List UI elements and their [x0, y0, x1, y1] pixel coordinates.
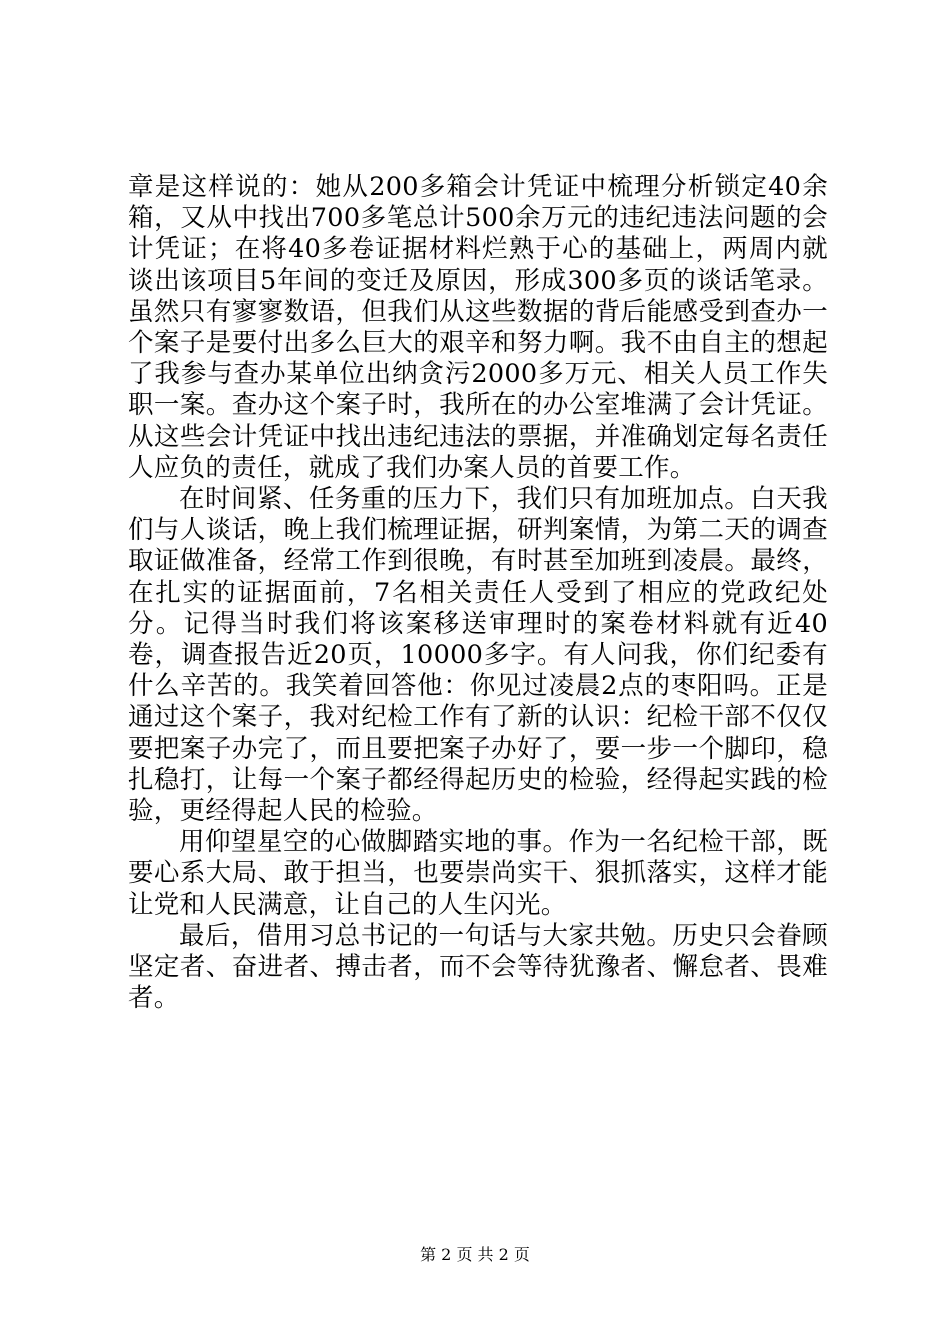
paragraph-3: 用仰望星空的心做脚踏实地的事。作为一名纪检干部，既要心系大局、敢于担当，也要崇尚实干、狠抓落实，这样才能让党和人民满意，让自己的人生闪光。: [128, 827, 828, 920]
paragraph-4: 最后，借用习总书记的一句话与大家共勉。历史只会眷顾坚定者、奋进者、搏击者，而不会等待犹豫者、懈怠者、畏难者。: [128, 920, 828, 1014]
page-number-label: 第 2 页 共 2 页: [420, 1245, 530, 1264]
page-footer: [0, 1245, 950, 1265]
document-body: [128, 172, 828, 1014]
paragraph-1: 章是这样说的：她从200多箱会计凭证中梳理分析锁定40余箱，又从中找出700多笔总计500余万元的违纪违法问题的会计凭证；在将40多卷证据材料烂熟于心的基础上，两周内就谈出该项目5年间的变迁及原因，形成300多页的谈话笔录。虽然只有寥寥数语，但我们从这些数据的背后能感受到查办一个案子是要付出多么巨大的艰辛和努力啊。我不由自主的想起了我参与查办某单位出纳贪污2000多万元、相关人员工作失职一案。查办这个案子时，我所在的办公室堆满了会计凭证。从这些会计凭证中找出违纪违法的票据，并准确划定每名责任人应负的责任，就成了我们办案人员的首要工作。: [128, 172, 828, 483]
paragraph-2: 在时间紧、任务重的压力下，我们只有加班加点。白天我们与人谈话，晚上我们梳理证据，研判案情，为第二天的调查取证做准备，经常工作到很晚，有时甚至加班到凌晨。最终，在扎实的证据面前，7名相关责任人受到了相应的党政纪处分。记得当时我们将该案移送审理时的案卷材料就有近40卷，调查报告近20页，10000多字。有人问我，你们纪委有什么辛苦的。我笑着回答他：你见过凌晨2点的枣阳吗。正是通过这个案子，我对纪检工作有了新的认识：纪检干部不仅仅要把案子办完了，而且要把案子办好了，要一步一个脚印，稳扎稳打，让每一个案子都经得起历史的检验，经得起实践的检验，更经得起人民的检验。: [128, 484, 828, 827]
